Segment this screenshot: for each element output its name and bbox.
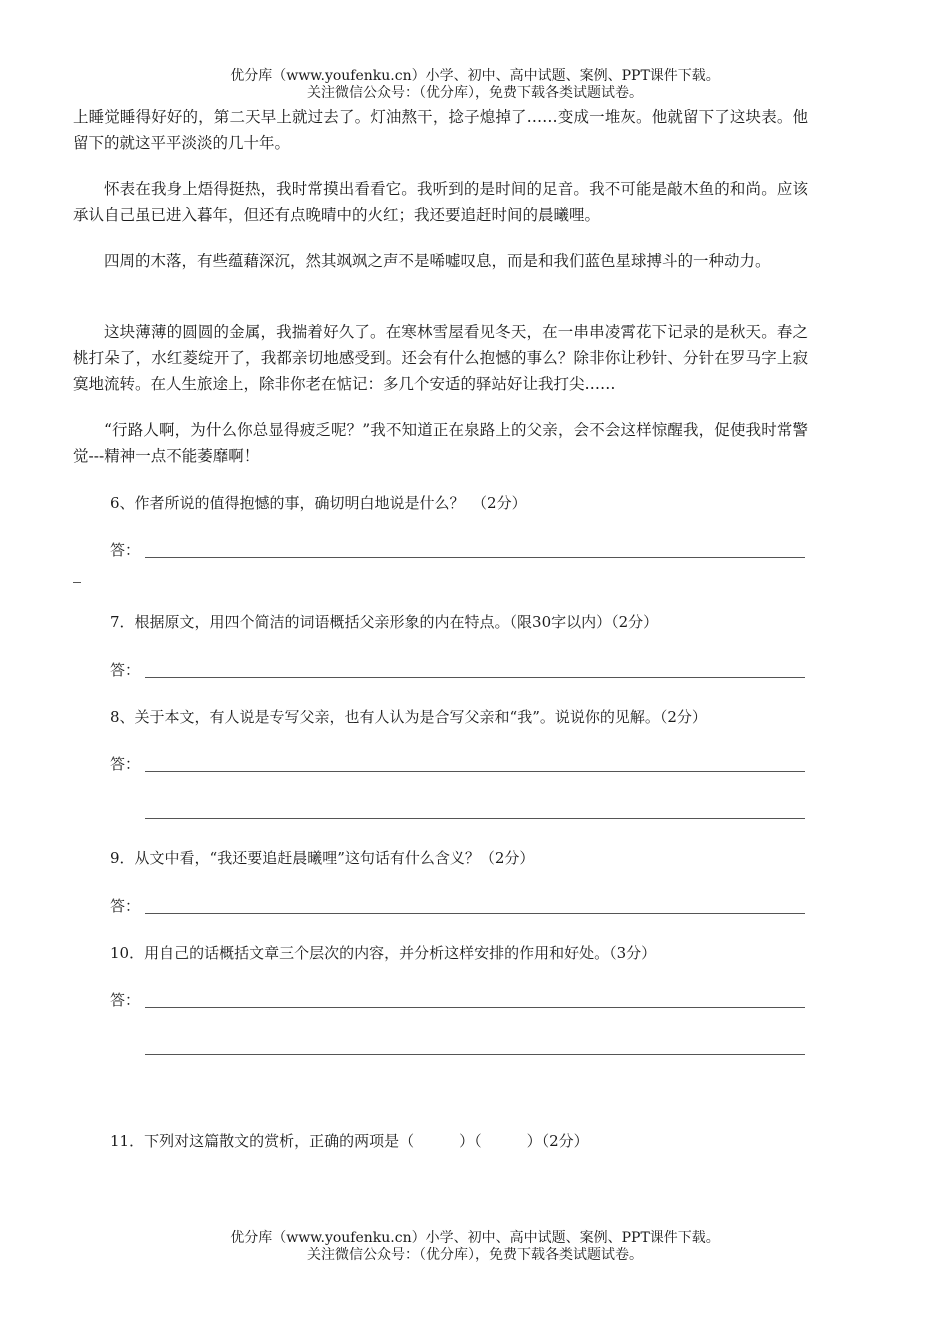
passage-paragraph: 怀表在我身上焐得挺热，我时常摸出看看它。我听到的是时间的足音。我不可能是敲木鱼的和尚。应该承认自己虽已进入暮年，但还有点晚晴中的火红；我还要追赶时间的晨曦哩。	[73, 180, 808, 224]
passage-paragraph: “行路人啊，为什么你总显得疲乏呢？”我不知道正在泉路上的父亲，会不会这样惊醒我，促使我时常警觉---精神一点不能萎靡啊！	[73, 421, 808, 465]
page-footer	[0, 1230, 950, 1264]
answer-label: 答：	[110, 991, 141, 1009]
answer-line[interactable]	[145, 771, 805, 772]
header-line-2: 关注微信公众号：（优分库），免费下载各类试题试卷。	[307, 85, 643, 101]
question-8: 8、关于本文，有人说是专写父亲，也有人认为是合写父亲和“我”。说说你的见解。（2分）	[110, 708, 707, 726]
page-header	[0, 68, 950, 102]
answer-label: 答：	[110, 661, 141, 679]
question-11: 11．下列对这篇散文的赏析，正确的两项是（ ）（ ）（2分）	[110, 1132, 589, 1150]
footer-line-1: 优分库（www.youfenku.cn）小学、初中、高中试题、案例、PPT课件下载。	[230, 1230, 720, 1246]
question-6: 6、作者所说的值得抱憾的事，确切明白地说是什么？ （2分）	[110, 494, 527, 512]
passage-paragraph: 四周的木落，有些蕴藉深沉，然其飒飒之声不是唏嘘叹息，而是和我们蓝色星球搏斗的一种动力。	[104, 252, 771, 270]
answer-line[interactable]	[145, 913, 805, 914]
answer-label: 答：	[110, 755, 141, 773]
answer-label: 答：	[110, 897, 141, 915]
question-7: 7．根据原文，用四个简洁的词语概括父亲形象的内在特点。（限30字以内）（2分）	[110, 613, 659, 631]
answer-line[interactable]	[145, 1007, 805, 1008]
answer-line[interactable]	[145, 677, 805, 678]
question-10: 10．用自己的话概括文章三个层次的内容，并分析这样安排的作用和好处。（3分）	[110, 944, 657, 962]
header-line-1: 优分库（www.youfenku.cn）小学、初中、高中试题、案例、PPT课件下载。	[230, 68, 720, 84]
answer-label: 答：	[110, 541, 141, 559]
answer-line[interactable]	[145, 1054, 805, 1055]
passage-paragraph: 这块薄薄的圆圆的金属，我揣着好久了。在寒林雪屋看见冬天，在一串串凌霄花下记录的是秋天。春之桃打朵了，水红菱绽开了，我都亲切地感受到。还会有什么抱憾的事么？除非你让秒针、分针在罗马字上寂寞地流转。在人生旅途上，除非你老在惦记：多几个安适的驿站好让我打尖……	[73, 323, 808, 393]
footer-line-2: 关注微信公众号：（优分库），免费下载各类试题试卷。	[307, 1247, 643, 1263]
answer-line[interactable]	[145, 557, 805, 558]
passage-paragraph: 上睡觉睡得好好的，第二天早上就过去了。灯油熬干，捻子熄掉了……变成一堆灰。他就留下了这块表。他留下的就这平平淡淡的几十年。	[73, 108, 808, 152]
question-9: 9．从文中看，“我还要追赶晨曦哩”这句话有什么含义？（2分）	[110, 849, 535, 867]
answer-line[interactable]	[145, 818, 805, 819]
divider	[73, 582, 81, 583]
